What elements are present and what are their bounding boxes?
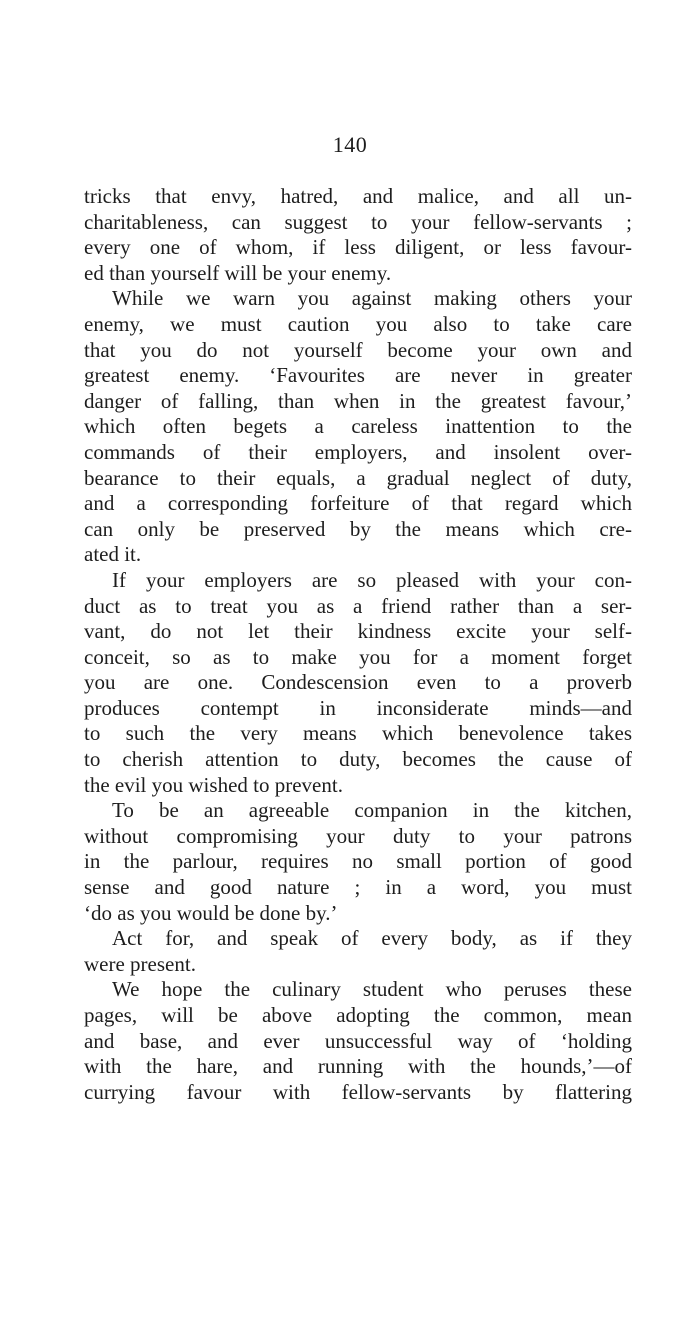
text-line: charitableness, can suggest to your fellow-servants ; <box>84 209 632 234</box>
text-line: To be an agreeable companion in the kitchen, <box>112 798 632 823</box>
text-line: greatest enemy. ‘Favourites are never in greater <box>84 363 632 388</box>
text-line: in the parlour, requires no small portion of good <box>84 849 632 874</box>
body-text <box>84 184 632 1105</box>
page-number: 140 <box>332 132 368 157</box>
text-line: bearance to their equals, a gradual neglect of duty, <box>84 465 632 490</box>
text-line: pages, will be above adopting the common, mean <box>84 1003 632 1027</box>
text-line: produces contempt in inconsiderate minds—and <box>84 695 632 720</box>
text-line: to cherish attention to duty, becomes the cause of <box>84 747 632 772</box>
text-line: the evil you wished to prevent. <box>84 772 343 797</box>
text-line: tricks that envy, hatred, and malice, and all un- <box>84 184 632 208</box>
text-line: to such the very means which benevolence takes <box>84 721 632 746</box>
text-line: While we warn you against making others your <box>112 286 632 311</box>
text-line: you are one. Condescension even to a proverb <box>84 670 632 695</box>
text-line: Act for, and speak of every body, as if they <box>112 926 632 951</box>
text-line: and base, and ever unsuccessful way of ‘holding <box>84 1028 632 1053</box>
text-line: danger of falling, than when in the greatest favour,’ <box>84 388 632 413</box>
text-line: enemy, we must caution you also to take care <box>84 311 632 336</box>
text-line: duct as to treat you as a friend rather than a ser- <box>84 593 632 618</box>
text-line: ‘do as you would be done by.’ <box>84 900 338 925</box>
text-line: without compromising your duty to your patrons <box>84 823 632 848</box>
text-line: sense and good nature ; in a word, you must <box>84 875 632 900</box>
text-line: with the hare, and running with the hounds,’—of <box>84 1054 632 1079</box>
text-line: vant, do not let their kindness excite your self- <box>84 619 632 644</box>
text-line: conceit, so as to make you for a moment forget <box>84 644 632 669</box>
text-line: that you do not yourself become your own and <box>84 337 632 362</box>
text-line: were present. <box>84 951 196 976</box>
text-line: which often begets a careless inattention to the <box>84 414 632 439</box>
text-line: ated it. <box>84 542 142 567</box>
text-line: We hope the culinary student who peruses these <box>112 977 632 1002</box>
text-line: If your employers are so pleased with your con- <box>112 567 632 592</box>
text-line: and a corresponding forfeiture of that regard which <box>84 491 632 516</box>
text-line: every one of whom, if less diligent, or less favour- <box>84 235 632 260</box>
text-line: ed than yourself will be your enemy. <box>84 260 392 285</box>
text-line: currying favour with fellow-servants by flattering <box>84 1079 632 1104</box>
text-line: can only be preserved by the means which cre- <box>84 516 632 541</box>
text-line: commands of their employers, and insolent over- <box>84 439 632 464</box>
